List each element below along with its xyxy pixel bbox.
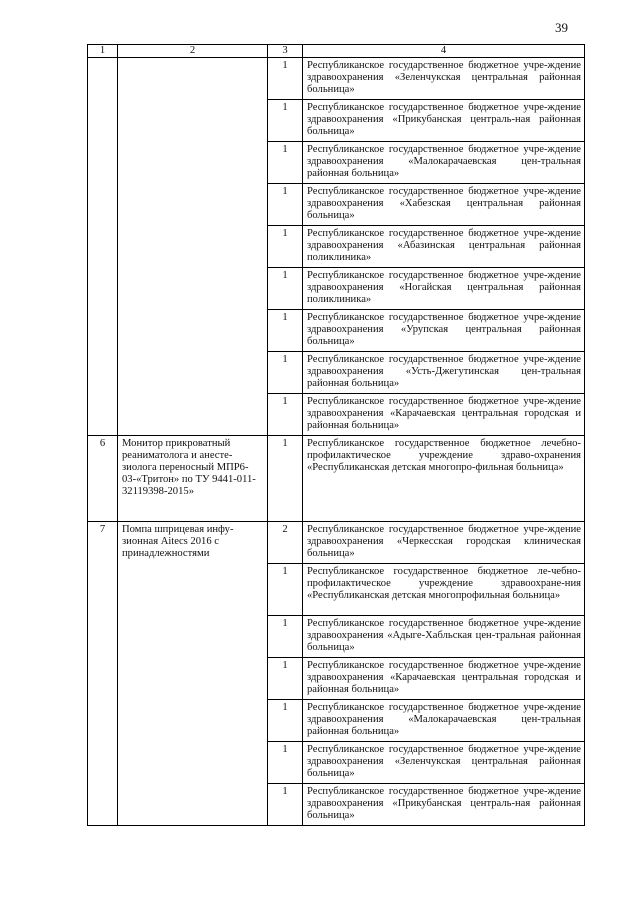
table-row bbox=[88, 522, 585, 564]
equipment-name-cell bbox=[118, 58, 268, 436]
quantity-cell: 1 bbox=[268, 226, 303, 268]
quantity-cell: 1 bbox=[268, 784, 303, 826]
column-header-4: 4 bbox=[303, 45, 585, 58]
institution-cell: Республиканское государственное бюджетное учре-ждение здравоохранения «Прикубанская централь-ная районная больница» bbox=[303, 784, 585, 826]
institution-cell: Республиканское государственное бюджетное учре-ждение здравоохранения «Абазинская центральная районная поликлиника» bbox=[303, 226, 585, 268]
institution-cell: Республиканское государственное бюджетное учре-ждение здравоохранения «Карачаевская центральная городская и районная больница» bbox=[303, 658, 585, 700]
institution-cell: Республиканское государственное бюджетное лечебно-профилактическое учреждение здраво-охранения «Республиканская детская многопро-фильная больница» bbox=[303, 436, 585, 522]
quantity-cell: 1 bbox=[268, 58, 303, 100]
quantity-cell: 1 bbox=[268, 100, 303, 142]
equipment-name-cell: Монитор прикроватный реаниматолога и анесте-зиолога переносный МПР6-03-«Тритон» по ТУ 9441-011-32119398-2015» bbox=[118, 436, 268, 522]
institution-cell: Республиканское государственное бюджетное учре-ждение здравоохранения «Черкесская городская клиническая больница» bbox=[303, 522, 585, 564]
quantity-cell: 1 bbox=[268, 352, 303, 394]
quantity-cell: 1 bbox=[268, 268, 303, 310]
institution-cell: Республиканское государственное бюджетное учре-ждение здравоохранения «Малокарачаевская цен-тральная районная больница» bbox=[303, 700, 585, 742]
quantity-cell: 1 bbox=[268, 310, 303, 352]
quantity-cell: 1 bbox=[268, 700, 303, 742]
institution-cell: Республиканское государственное бюджетное учре-ждение здравоохранения «Зеленчукская центральная районная больница» bbox=[303, 742, 585, 784]
quantity-cell: 1 bbox=[268, 616, 303, 658]
item-number-cell: 6 bbox=[88, 436, 118, 522]
institution-cell: Республиканское государственное бюджетное ле-чебно-профилактическое учреждение здравоохране-ния «Республиканская детская многопрофильная больница» bbox=[303, 564, 585, 616]
item-number-cell bbox=[88, 58, 118, 436]
quantity-cell: 1 bbox=[268, 436, 303, 522]
quantity-cell: 1 bbox=[268, 394, 303, 436]
quantity-cell: 1 bbox=[268, 184, 303, 226]
column-header-3: 3 bbox=[268, 45, 303, 58]
table-row bbox=[88, 436, 585, 522]
equipment-name-cell: Помпа шприцевая инфу-зионная Aitecs 2016 с принадлежностями bbox=[118, 522, 268, 826]
column-header-1: 1 bbox=[88, 45, 118, 58]
quantity-cell: 1 bbox=[268, 142, 303, 184]
institution-cell: Республиканское государственное бюджетное учре-ждение здравоохранения «Усть-Джегутинская цен-тральная районная больница» bbox=[303, 352, 585, 394]
quantity-cell: 2 bbox=[268, 522, 303, 564]
table-body bbox=[88, 58, 585, 826]
institution-cell: Республиканское государственное бюджетное учре-ждение здравоохранения «Адыге-Хабльская цен-тральная районная больница» bbox=[303, 616, 585, 658]
institution-cell: Республиканское государственное бюджетное учре-ждение здравоохранения «Карачаевская центральная городская и районная больница» bbox=[303, 394, 585, 436]
page-number: 39 bbox=[555, 20, 568, 35]
quantity-cell: 1 bbox=[268, 658, 303, 700]
institution-cell: Республиканское государственное бюджетное учре-ждение здравоохранения «Урупская центральная районная больница» bbox=[303, 310, 585, 352]
institution-cell: Республиканское государственное бюджетное учре-ждение здравоохранения «Ногайская центральная районная поликлиника» bbox=[303, 268, 585, 310]
quantity-cell: 1 bbox=[268, 564, 303, 616]
table-row bbox=[88, 58, 585, 100]
institution-cell: Республиканское государственное бюджетное учре-ждение здравоохранения «Зеленчукская центральная районная больница» bbox=[303, 58, 585, 100]
institution-cell: Республиканское государственное бюджетное учре-ждение здравоохранения «Хабезская центральная районная больница» bbox=[303, 184, 585, 226]
quantity-cell: 1 bbox=[268, 742, 303, 784]
institution-cell: Республиканское государственное бюджетное учре-ждение здравоохранения «Малокарачаевская цен-тральная районная больница» bbox=[303, 142, 585, 184]
column-header-2: 2 bbox=[118, 45, 268, 58]
item-number-cell: 7 bbox=[88, 522, 118, 826]
table-header-row bbox=[88, 45, 585, 58]
institution-cell: Республиканское государственное бюджетное учре-ждение здравоохранения «Прикубанская централь-ная районная больница» bbox=[303, 100, 585, 142]
distribution-table bbox=[87, 44, 585, 826]
